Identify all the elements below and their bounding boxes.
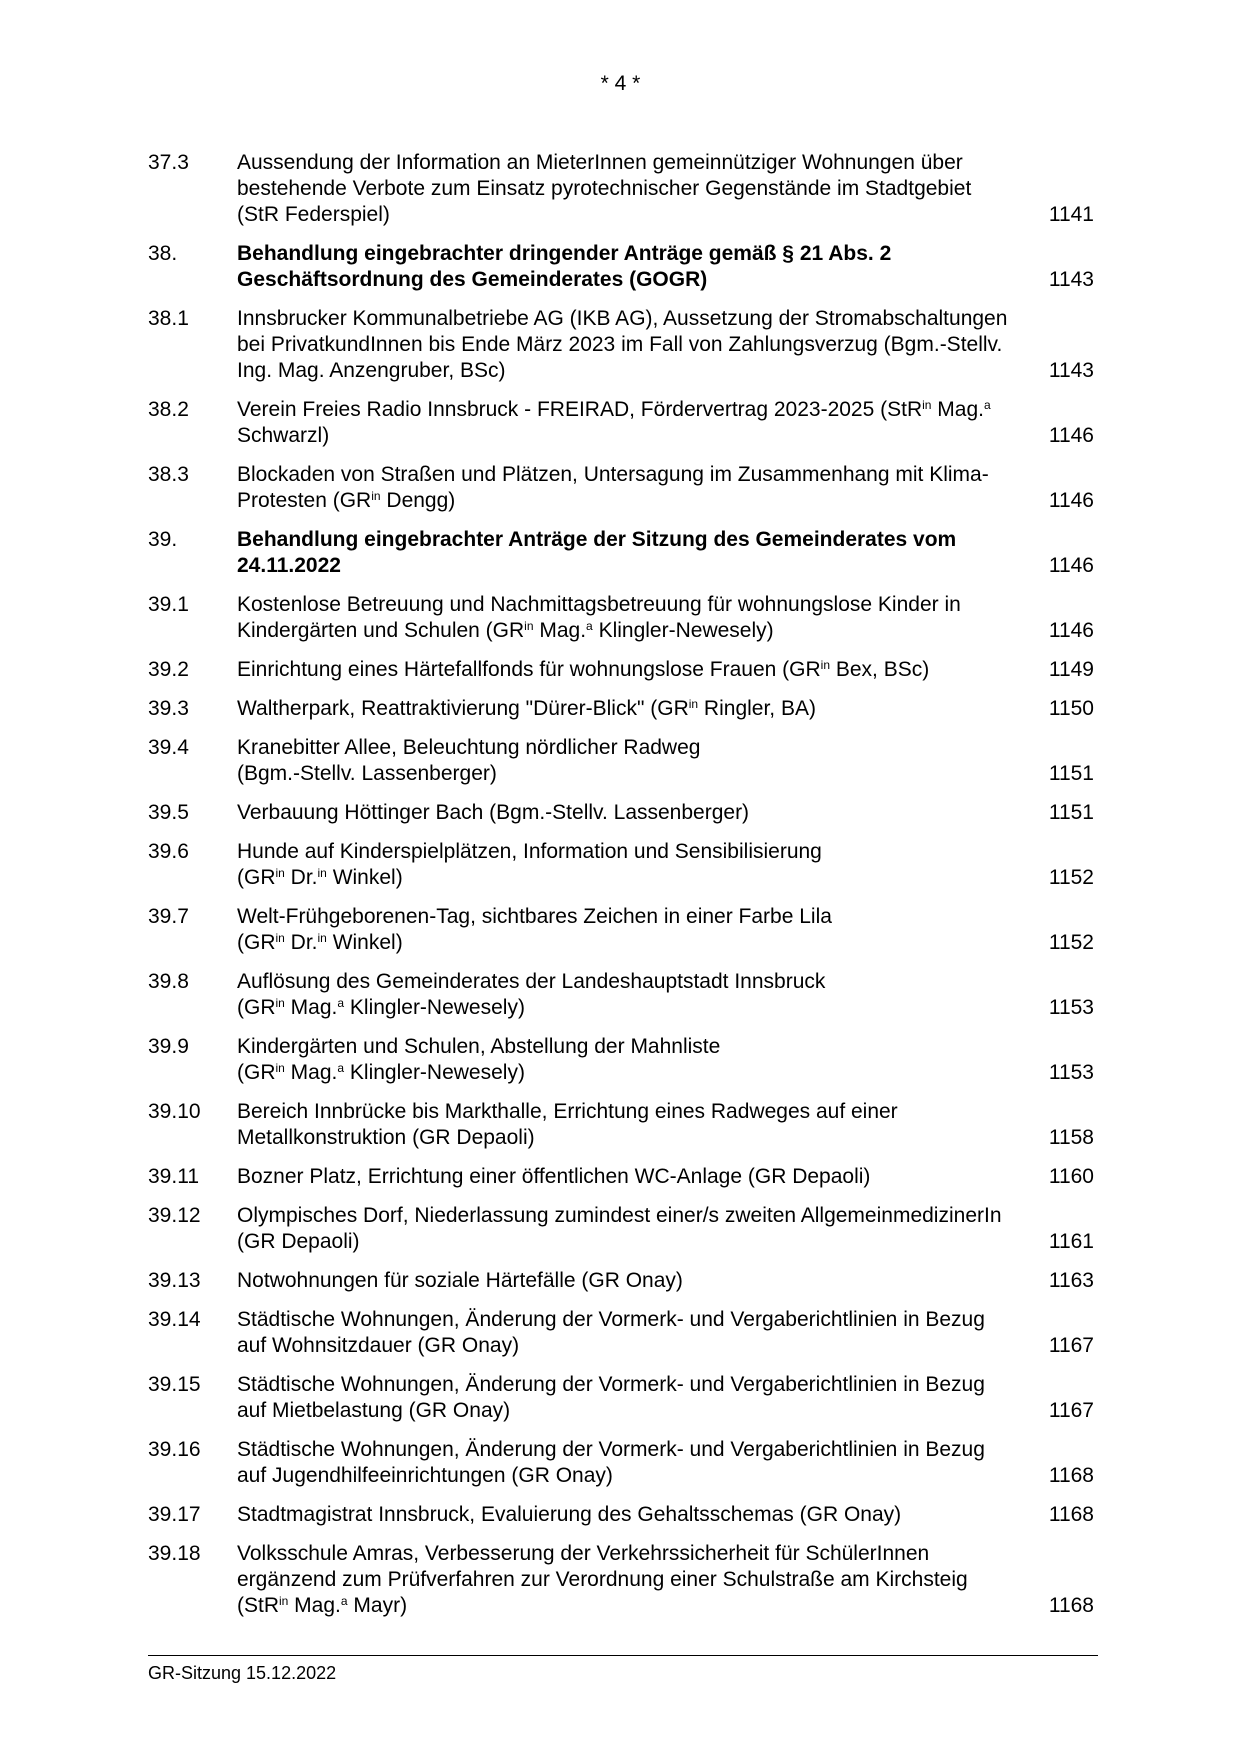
toc-entry [148, 800, 1098, 826]
title-text: Winkel) [326, 931, 403, 954]
toc-entry-number: 39.2 [148, 658, 189, 681]
title-text: Städtische Wohnungen, Änderung der Vormerk- und Vergaberichtlinien in Bezug auf Wohnsitzdauer (GR Onay) [237, 1308, 985, 1357]
title-text: Kranebitter Allee, Beleuchtung nördlicher Radweg [237, 736, 701, 759]
toc-entry-number: 39.7 [148, 905, 189, 928]
toc-entry-page: 1149 [1048, 658, 1094, 681]
toc-entry-page: 1153 [1048, 1061, 1094, 1084]
toc-entry [148, 1541, 1098, 1619]
toc-entry-number: 38.3 [148, 463, 189, 486]
toc-entry-page: 1161 [1048, 1230, 1094, 1253]
toc-entry-number: 38. [148, 242, 178, 265]
title-text: Mag. [284, 1061, 338, 1084]
toc-entry-title [237, 306, 1017, 384]
toc-entry-page: 1168 [1048, 1464, 1094, 1487]
title-text: Stadtmagistrat Innsbruck, Evaluierung des Gehaltsschemas (GR Onay) [237, 1503, 902, 1526]
superscript: in [275, 931, 285, 945]
toc-entry-page: 1163 [1048, 1269, 1094, 1292]
toc-entry-title [237, 904, 1017, 956]
toc-entry-number: 39.5 [148, 801, 189, 824]
title-text: Dengg) [380, 489, 456, 512]
title-text: Städtische Wohnungen, Änderung der Vormerk- und Vergaberichtlinien in Bezug auf Mietbelastung (GR Onay) [237, 1373, 985, 1422]
title-text: Bozner Platz, Errichtung einer öffentlichen WC-Anlage (GR Depaoli) [237, 1165, 871, 1188]
title-text: Volksschule Amras, Verbesserung der Verkehrssicherheit für SchülerInnen ergänzend zum Prüfverfahren zur Verordnung einer Schulstraße am Kirchsteig (StR [237, 1542, 968, 1617]
superscript: a [337, 996, 345, 1010]
title-text: Verbauung Höttinger Bach (Bgm.-Stellv. Lassenberger) [237, 801, 750, 824]
title-text: Mayr) [347, 1594, 408, 1617]
title-text: Mag. [288, 1594, 341, 1617]
footer-divider [148, 1655, 1098, 1656]
toc-entry-number: 39.10 [148, 1100, 201, 1123]
title-text: Kindergärten und Schulen, Abstellung der Mahnliste [237, 1035, 721, 1058]
superscript: in [922, 398, 932, 412]
toc-entry-title [237, 657, 1017, 683]
toc-entry-title [237, 1372, 1017, 1424]
toc-entry-page: 1146 [1048, 554, 1094, 577]
title-text: (Bgm.-Stellv. Lassenberger) [237, 762, 497, 785]
toc-entry-page: 1141 [1048, 203, 1094, 226]
title-text: Bereich Innbrücke bis Markthalle, Errichtung eines Radweges auf einer Metallkonstruktion (GR Depaoli) [237, 1100, 898, 1149]
title-text: Aussendung der Information an MieterInnen gemeinnütziger Wohnungen über bestehende Verbote zum Einsatz pyrotechnischer Gegenstände im Stadtgebiet (StR Federspiel) [237, 151, 972, 226]
toc-entry-number: 39. [148, 528, 178, 551]
toc-entry-title [237, 241, 1017, 293]
toc-entry [148, 904, 1098, 956]
title-text: Innsbrucker Kommunalbetriebe AG (IKB AG), Aussetzung der Stromabschaltungen bei PrivatkundInnen bis Ende März 2023 im Fall von Zahlungsverzug (Bgm.-Stellv. Ing. Mag. Anzengruber, BSc) [237, 307, 1008, 382]
title-text: Notwohnungen für soziale Härtefälle (GR Onay) [237, 1269, 683, 1292]
footer-text: GR-Sitzung 15.12.2022 [148, 1663, 337, 1683]
table-of-contents [148, 150, 1098, 1632]
title-text: Olympisches Dorf, Niederlassung zumindest einer/s zweiten AllgemeinmedizinerIn (GR Depaoli) [237, 1204, 1002, 1253]
toc-entry [148, 462, 1098, 514]
superscript: in [317, 866, 327, 880]
toc-entry-page: 1146 [1048, 424, 1094, 447]
toc-entry [148, 1099, 1098, 1151]
toc-entry [148, 306, 1098, 384]
toc-entry-number: 39.3 [148, 697, 189, 720]
toc-entry-number: 39.17 [148, 1503, 201, 1526]
toc-entry-title [237, 1203, 1017, 1255]
title-text: Bex, BSc) [830, 658, 930, 681]
toc-entry-number: 39.6 [148, 840, 189, 863]
toc-entry-title [237, 800, 1017, 826]
toc-entry [148, 1203, 1098, 1255]
toc-entry [148, 1437, 1098, 1489]
toc-entry [148, 592, 1098, 644]
superscript: in [279, 1594, 289, 1608]
title-text: Kostenlose Betreuung und Nachmittagsbetreuung für wohnungslose Kinder in Kindergärten und Schulen (GR [237, 593, 961, 642]
toc-entry-page: 1153 [1048, 996, 1094, 1019]
title-text: (GR [237, 866, 276, 889]
toc-entry [148, 1372, 1098, 1424]
superscript: in [275, 866, 285, 880]
toc-entry-title [237, 1437, 1017, 1489]
toc-entry [148, 1502, 1098, 1528]
toc-entry-page: 1151 [1048, 762, 1094, 785]
title-text: Hunde auf Kinderspielplätzen, Information und Sensibilisierung [237, 840, 822, 863]
toc-entry-title [237, 1307, 1017, 1359]
toc-entry [148, 1268, 1098, 1294]
title-text: Klingler-Newesely) [344, 1061, 525, 1084]
toc-entry-title [237, 150, 1017, 228]
title-text: Dr. [284, 866, 318, 889]
toc-entry [148, 1164, 1098, 1190]
toc-entry-title [237, 1034, 1017, 1086]
title-text: Dr. [284, 931, 318, 954]
toc-entry [148, 969, 1098, 1021]
toc-entry-number: 39.18 [148, 1542, 201, 1565]
toc-entry-number: 39.12 [148, 1204, 201, 1227]
toc-entry-number: 39.4 [148, 736, 189, 759]
toc-entry-title [237, 1164, 1017, 1190]
toc-entry-page: 1151 [1048, 801, 1094, 824]
superscript: in [275, 996, 285, 1010]
toc-entry-number: 38.2 [148, 398, 189, 421]
title-text: Schwarzl) [237, 424, 330, 447]
toc-entry-title [237, 1502, 1017, 1528]
superscript: a [984, 398, 991, 412]
toc-entry-title [237, 839, 1017, 891]
title-text: Klingler-Newesely) [344, 996, 525, 1019]
toc-entry [148, 1307, 1098, 1359]
toc-entry-page: 1146 [1048, 489, 1094, 512]
toc-entry-page: 1168 [1048, 1503, 1094, 1526]
superscript: a [586, 619, 593, 633]
title-text: Verein Freies Radio Innsbruck - FREIRAD, Fördervertrag 2023-2025 (StR [237, 398, 923, 421]
superscript: a [340, 1594, 348, 1608]
toc-entry-page: 1150 [1048, 697, 1094, 720]
toc-entry-number: 39.13 [148, 1269, 201, 1292]
toc-entry-title [237, 527, 1017, 579]
toc-entry [148, 1034, 1098, 1086]
toc-entry-title [237, 969, 1017, 1021]
title-text: Blockaden von Straßen und Plätzen, Untersagung im Zusammenhang mit Klima-Protesten (GR [237, 463, 989, 512]
toc-entry-page: 1143 [1048, 268, 1094, 291]
toc-entry [148, 150, 1098, 228]
toc-entry-title [237, 397, 1017, 449]
toc-entry-page: 1167 [1048, 1334, 1094, 1357]
toc-entry-number: 39.8 [148, 970, 189, 993]
superscript: a [337, 1061, 345, 1075]
toc-entry-number: 39.14 [148, 1308, 201, 1331]
toc-entry-page: 1160 [1048, 1165, 1094, 1188]
toc-entry-number: 39.1 [148, 593, 189, 616]
title-text: Städtische Wohnungen, Änderung der Vormerk- und Vergaberichtlinien in Bezug auf Jugendhilfeeinrichtungen (GR Onay) [237, 1438, 985, 1487]
superscript: in [820, 658, 830, 672]
toc-entry-title [237, 592, 1017, 644]
toc-entry [148, 735, 1098, 787]
toc-entry-title [237, 696, 1017, 722]
superscript: in [524, 619, 534, 633]
title-text: Mag. [533, 619, 587, 642]
toc-entry-page: 1158 [1048, 1126, 1094, 1149]
title-text: Waltherpark, Reattraktivierung "Dürer-Blick" (GR [237, 697, 689, 720]
toc-entry-title [237, 462, 1017, 514]
toc-entry-number: 39.15 [148, 1373, 201, 1396]
toc-entry-page: 1152 [1048, 866, 1094, 889]
title-text: (GR [237, 1061, 276, 1084]
toc-entry [148, 839, 1098, 891]
toc-entry-title [237, 1099, 1017, 1151]
toc-entry-page: 1167 [1048, 1399, 1094, 1422]
toc-entry [148, 241, 1098, 293]
toc-entry [148, 527, 1098, 579]
toc-entry-number: 38.1 [148, 307, 189, 330]
toc-entry-page: 1168 [1048, 1594, 1094, 1617]
title-text: (GR [237, 996, 276, 1019]
toc-entry-number: 39.16 [148, 1438, 201, 1461]
superscript: in [275, 1061, 285, 1075]
title-text: (GR [237, 931, 276, 954]
title-text: Behandlung eingebrachter Anträge der Sitzung des Gemeinderates vom 24.11.2022 [237, 528, 957, 577]
title-text: Winkel) [326, 866, 403, 889]
title-text: Auflösung des Gemeinderates der Landeshauptstadt Innsbruck [237, 970, 826, 993]
superscript: in [317, 931, 327, 945]
toc-entry-title [237, 1268, 1017, 1294]
page-number: * 4 * [600, 72, 641, 95]
title-text: Einrichtung eines Härtefallfonds für wohnungslose Frauen (GR [237, 658, 821, 681]
toc-entry-page: 1143 [1048, 359, 1094, 382]
toc-entry-page: 1146 [1048, 619, 1094, 642]
title-text: Welt-Frühgeborenen-Tag, sichtbares Zeichen in einer Farbe Lila [237, 905, 832, 928]
toc-entry [148, 657, 1098, 683]
superscript: in [688, 697, 699, 711]
toc-entry-number: 39.9 [148, 1035, 189, 1058]
superscript: in [371, 489, 381, 503]
title-text: Ringler, BA) [698, 697, 816, 720]
title-text: Behandlung eingebrachter dringender Anträge gemäß § 21 Abs. 2 Geschäftsordnung des Gemeinderates (GOGR) [237, 242, 892, 291]
title-text: Klingler-Newesely) [592, 619, 774, 642]
title-text: Mag. [284, 996, 338, 1019]
title-text: Mag. [931, 398, 984, 421]
toc-entry-page: 1152 [1048, 931, 1094, 954]
toc-entry-title [237, 1541, 1017, 1619]
toc-entry-number: 37.3 [148, 151, 189, 174]
toc-entry-number: 39.11 [148, 1165, 199, 1188]
toc-entry [148, 397, 1098, 449]
toc-entry-title [237, 735, 1017, 787]
toc-entry [148, 696, 1098, 722]
